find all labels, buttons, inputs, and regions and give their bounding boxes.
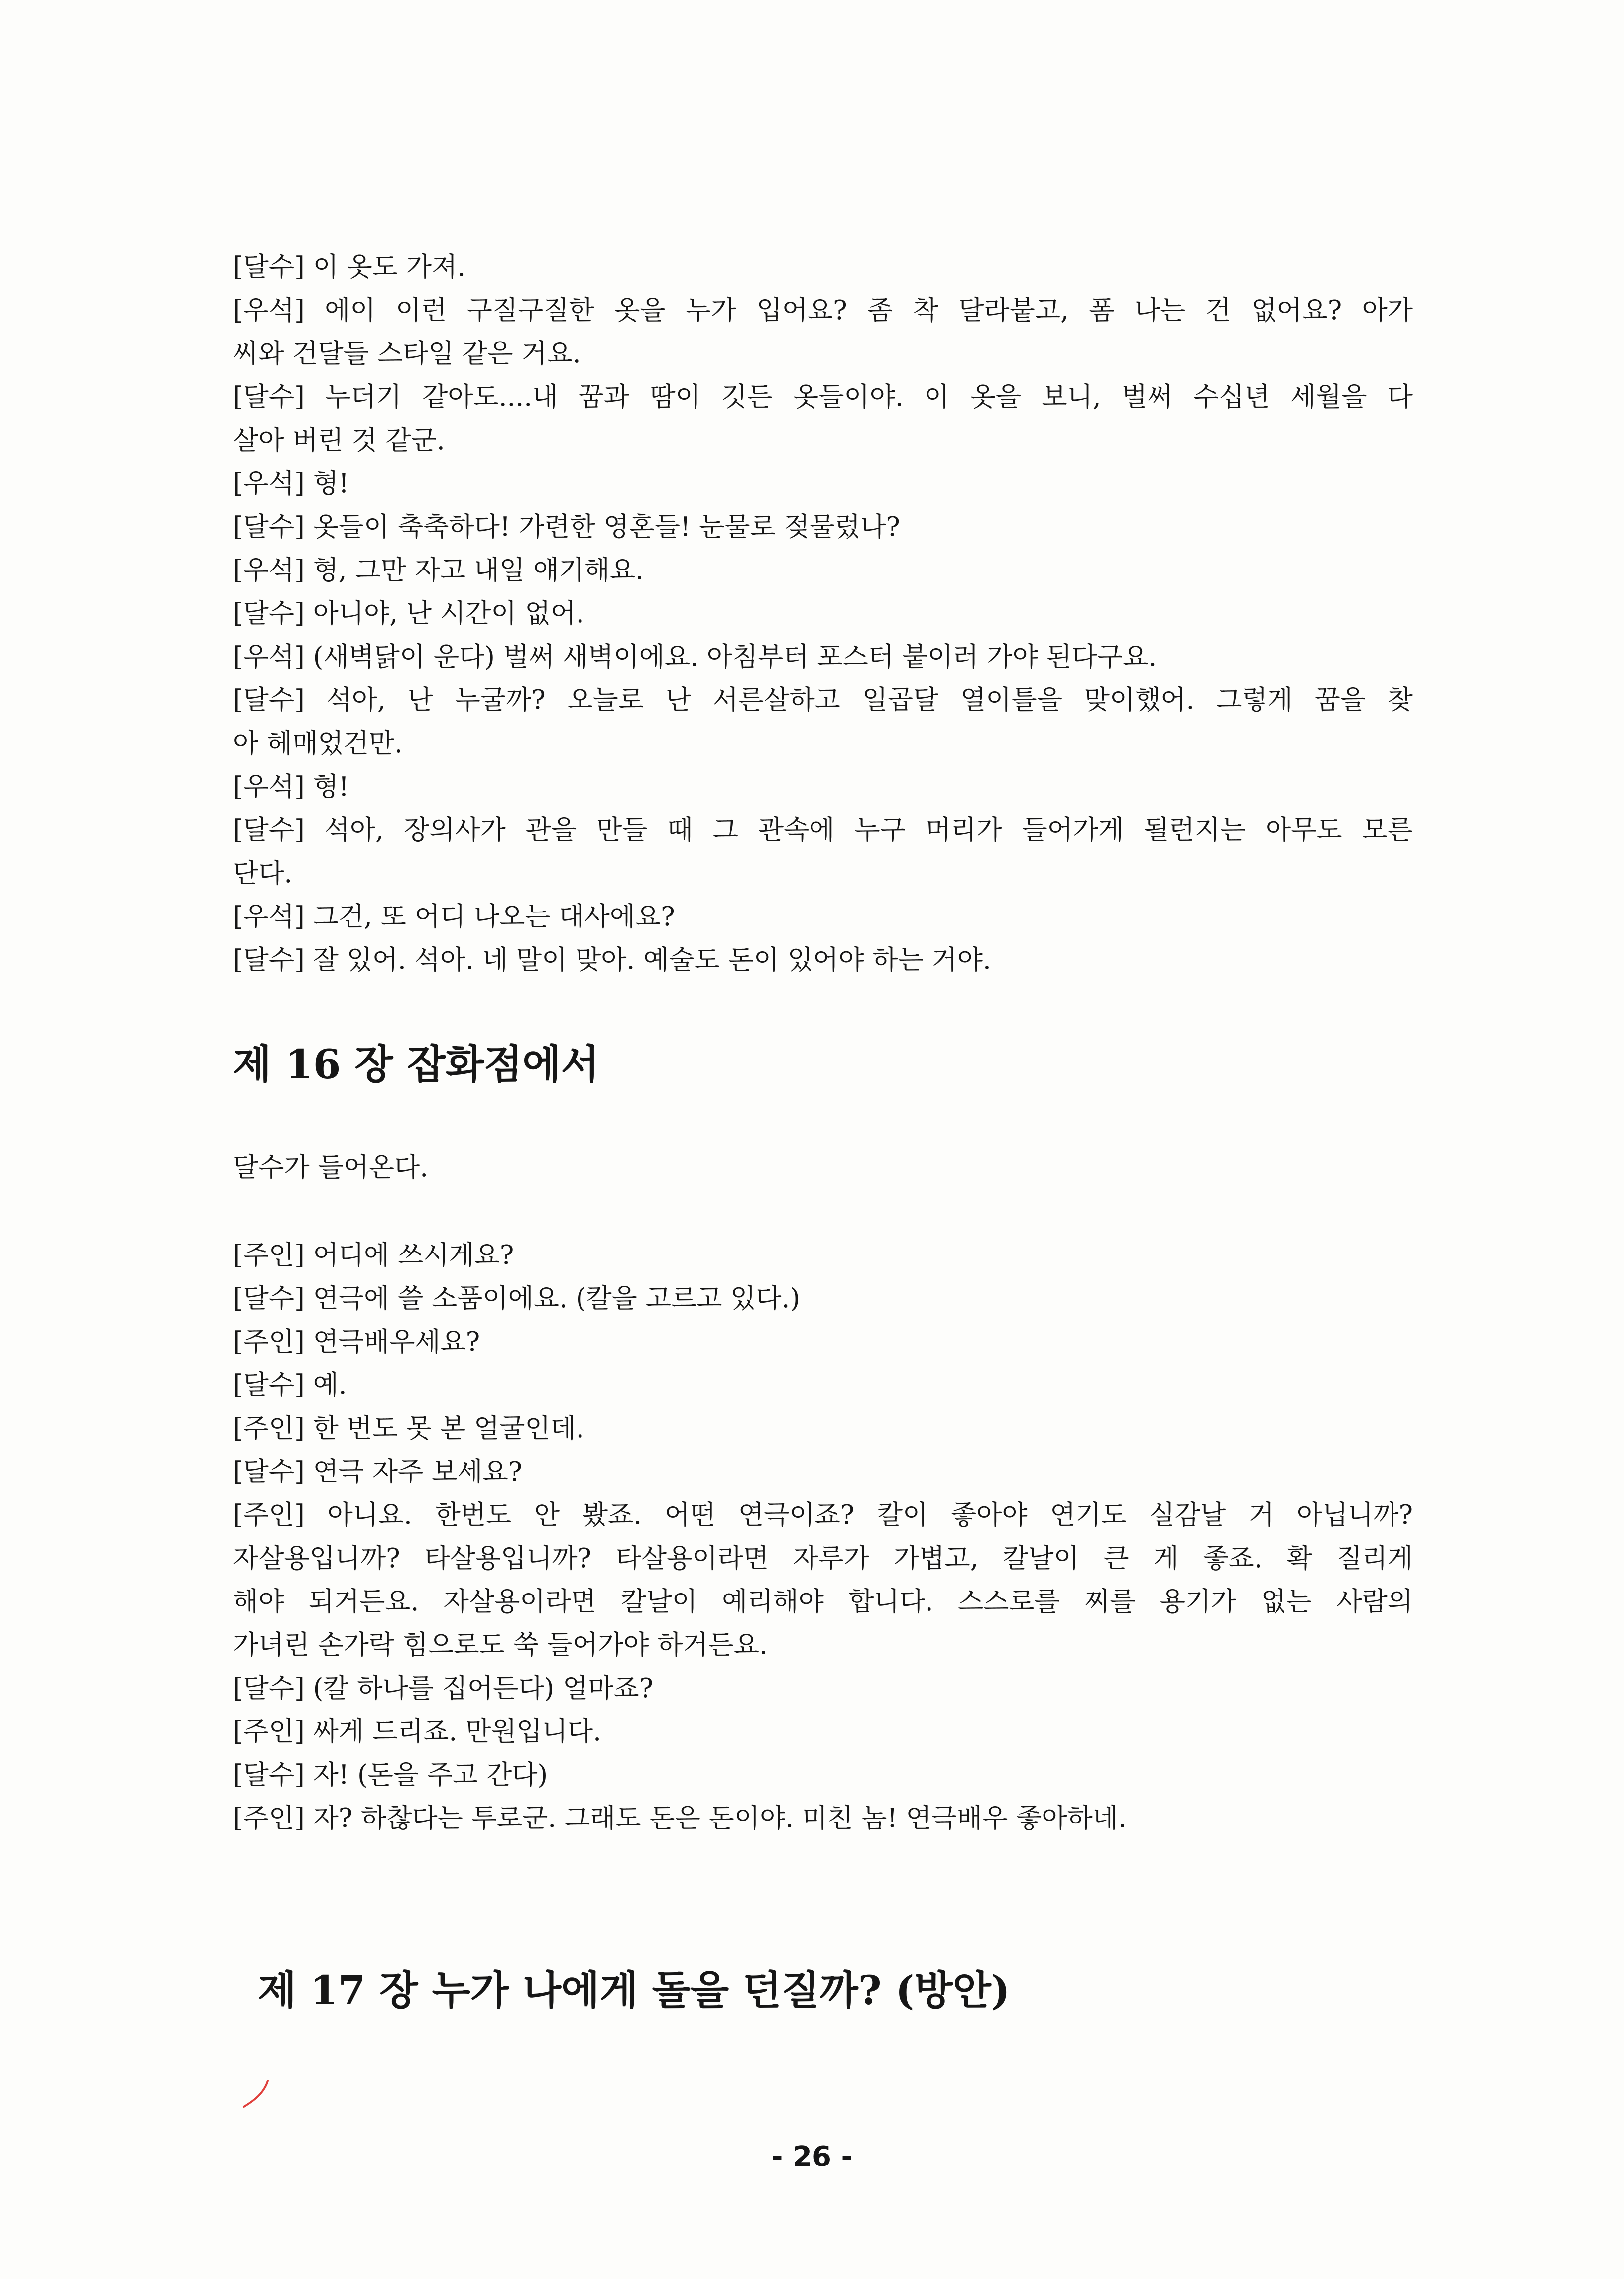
dialogue-line: [우석] 형! bbox=[233, 772, 349, 802]
dialogue-line: [달수] (칼 하나를 집어든다) 얼마죠? bbox=[233, 1673, 654, 1704]
dialogue-line: [달수] 석아, 난 누굴까? 오늘로 난 서른살하고 일곱달 열이틀을 맞이했어. 그렇게 꿈을 찾 bbox=[233, 685, 1413, 715]
dialogue-line: 살아 버린 것 같군. bbox=[233, 425, 445, 456]
dialogue-line: [달수] 잘 있어. 석아. 네 말이 맞아. 예술도 돈이 있어야 하는 거야. bbox=[233, 945, 991, 975]
dialogue-line: [주인] 어디에 쓰시게요? bbox=[233, 1240, 514, 1270]
page-number: - 26 - bbox=[771, 2141, 853, 2173]
dialogue-line: [우석] 형! bbox=[233, 468, 349, 499]
scene-15-dialogue bbox=[233, 245, 1413, 982]
dialogue-line: 아 헤매었건만. bbox=[233, 728, 403, 759]
dialogue-line: [달수] 이 옷도 가져. bbox=[233, 252, 466, 282]
dialogue-line: [달수] 누더기 같아도....내 꿈과 땀이 깃든 옷들이야. 이 옷을 보니, 벌써 수십년 세월을 다 bbox=[233, 382, 1413, 412]
dialogue-line: 가녀린 손가락 힘으로도 쑥 들어가야 하거든요. bbox=[233, 1630, 768, 1660]
scene-16-heading: 제 16 장 잡화점에서 bbox=[233, 1041, 599, 1088]
dialogue-line: [주인] 자? 하찮다는 투로군. 그래도 돈은 돈이야. 미친 놈! 연극배우 좋아하네. bbox=[233, 1803, 1127, 1833]
scene-17-heading: 제 17 장 누가 나에게 돌을 던질까? (방안) bbox=[258, 1967, 1010, 2014]
dialogue-line: [달수] 연극 자주 보세요? bbox=[233, 1457, 523, 1487]
dialogue-line: [주인] 한 번도 못 본 얼굴인데. bbox=[233, 1413, 584, 1444]
dialogue-line: [주인] 아니요. 한번도 안 봤죠. 어떤 연극이죠? 칼이 좋아야 연기도 실감날 거 아닙니까? bbox=[233, 1500, 1413, 1530]
dialogue-line: [우석] 에이 이런 구질구질한 옷을 누가 입어요? 좀 착 달라붙고, 폼 나는 건 없어요? 아가 bbox=[233, 295, 1413, 326]
dialogue-line: [우석] (새벽닭이 운다) 벌써 새벽이에요. 아침부터 포스터 붙이러 가야 된다구요. bbox=[233, 642, 1157, 672]
dialogue-line: [달수] 옷들이 축축하다! 가련한 영혼들! 눈물로 젖물렀나? bbox=[233, 512, 900, 542]
dialogue-line: [달수] 아니야, 난 시간이 없어. bbox=[233, 598, 584, 629]
dialogue-line: [달수] 자! (돈을 주고 간다) bbox=[233, 1760, 548, 1790]
dialogue-line: 자살용입니까? 타살용입니까? 타살용이라면 자루가 가볍고, 칼날이 큰 게 좋죠. 확 질리게 bbox=[233, 1543, 1413, 1574]
dialogue-line: 씨와 건달들 스타일 같은 거요. bbox=[233, 339, 581, 369]
pen-mark-icon bbox=[239, 2071, 274, 2111]
dialogue-line: [주인] 싸게 드리죠. 만원입니다. bbox=[233, 1716, 601, 1747]
dialogue-line: [우석] 그건, 또 어디 나오는 대사에요? bbox=[233, 902, 675, 932]
scene-16-dialogue bbox=[233, 1234, 1413, 1840]
dialogue-line: 해야 되거든요. 자살용이라면 칼날이 예리해야 합니다. 스스로를 찌를 용기가 없는 사람의 bbox=[233, 1587, 1413, 1617]
dialogue-line: [달수] 예. bbox=[233, 1370, 347, 1400]
scene-16-stage-direction: 달수가 들어온다. bbox=[233, 1152, 429, 1183]
dialogue-line: [달수] 석아, 장의사가 관을 만들 때 그 관속에 누구 머리가 들어가게 될런지는 아무도 모른 bbox=[233, 815, 1413, 845]
dialogue-line: [주인] 연극배우세요? bbox=[233, 1327, 480, 1357]
dialogue-line: 단다. bbox=[233, 858, 293, 889]
dialogue-line: [우석] 형, 그만 자고 내일 얘기해요. bbox=[233, 555, 644, 585]
dialogue-line: [달수] 연극에 쓸 소품이에요. (칼을 고르고 있다.) bbox=[233, 1283, 801, 1314]
